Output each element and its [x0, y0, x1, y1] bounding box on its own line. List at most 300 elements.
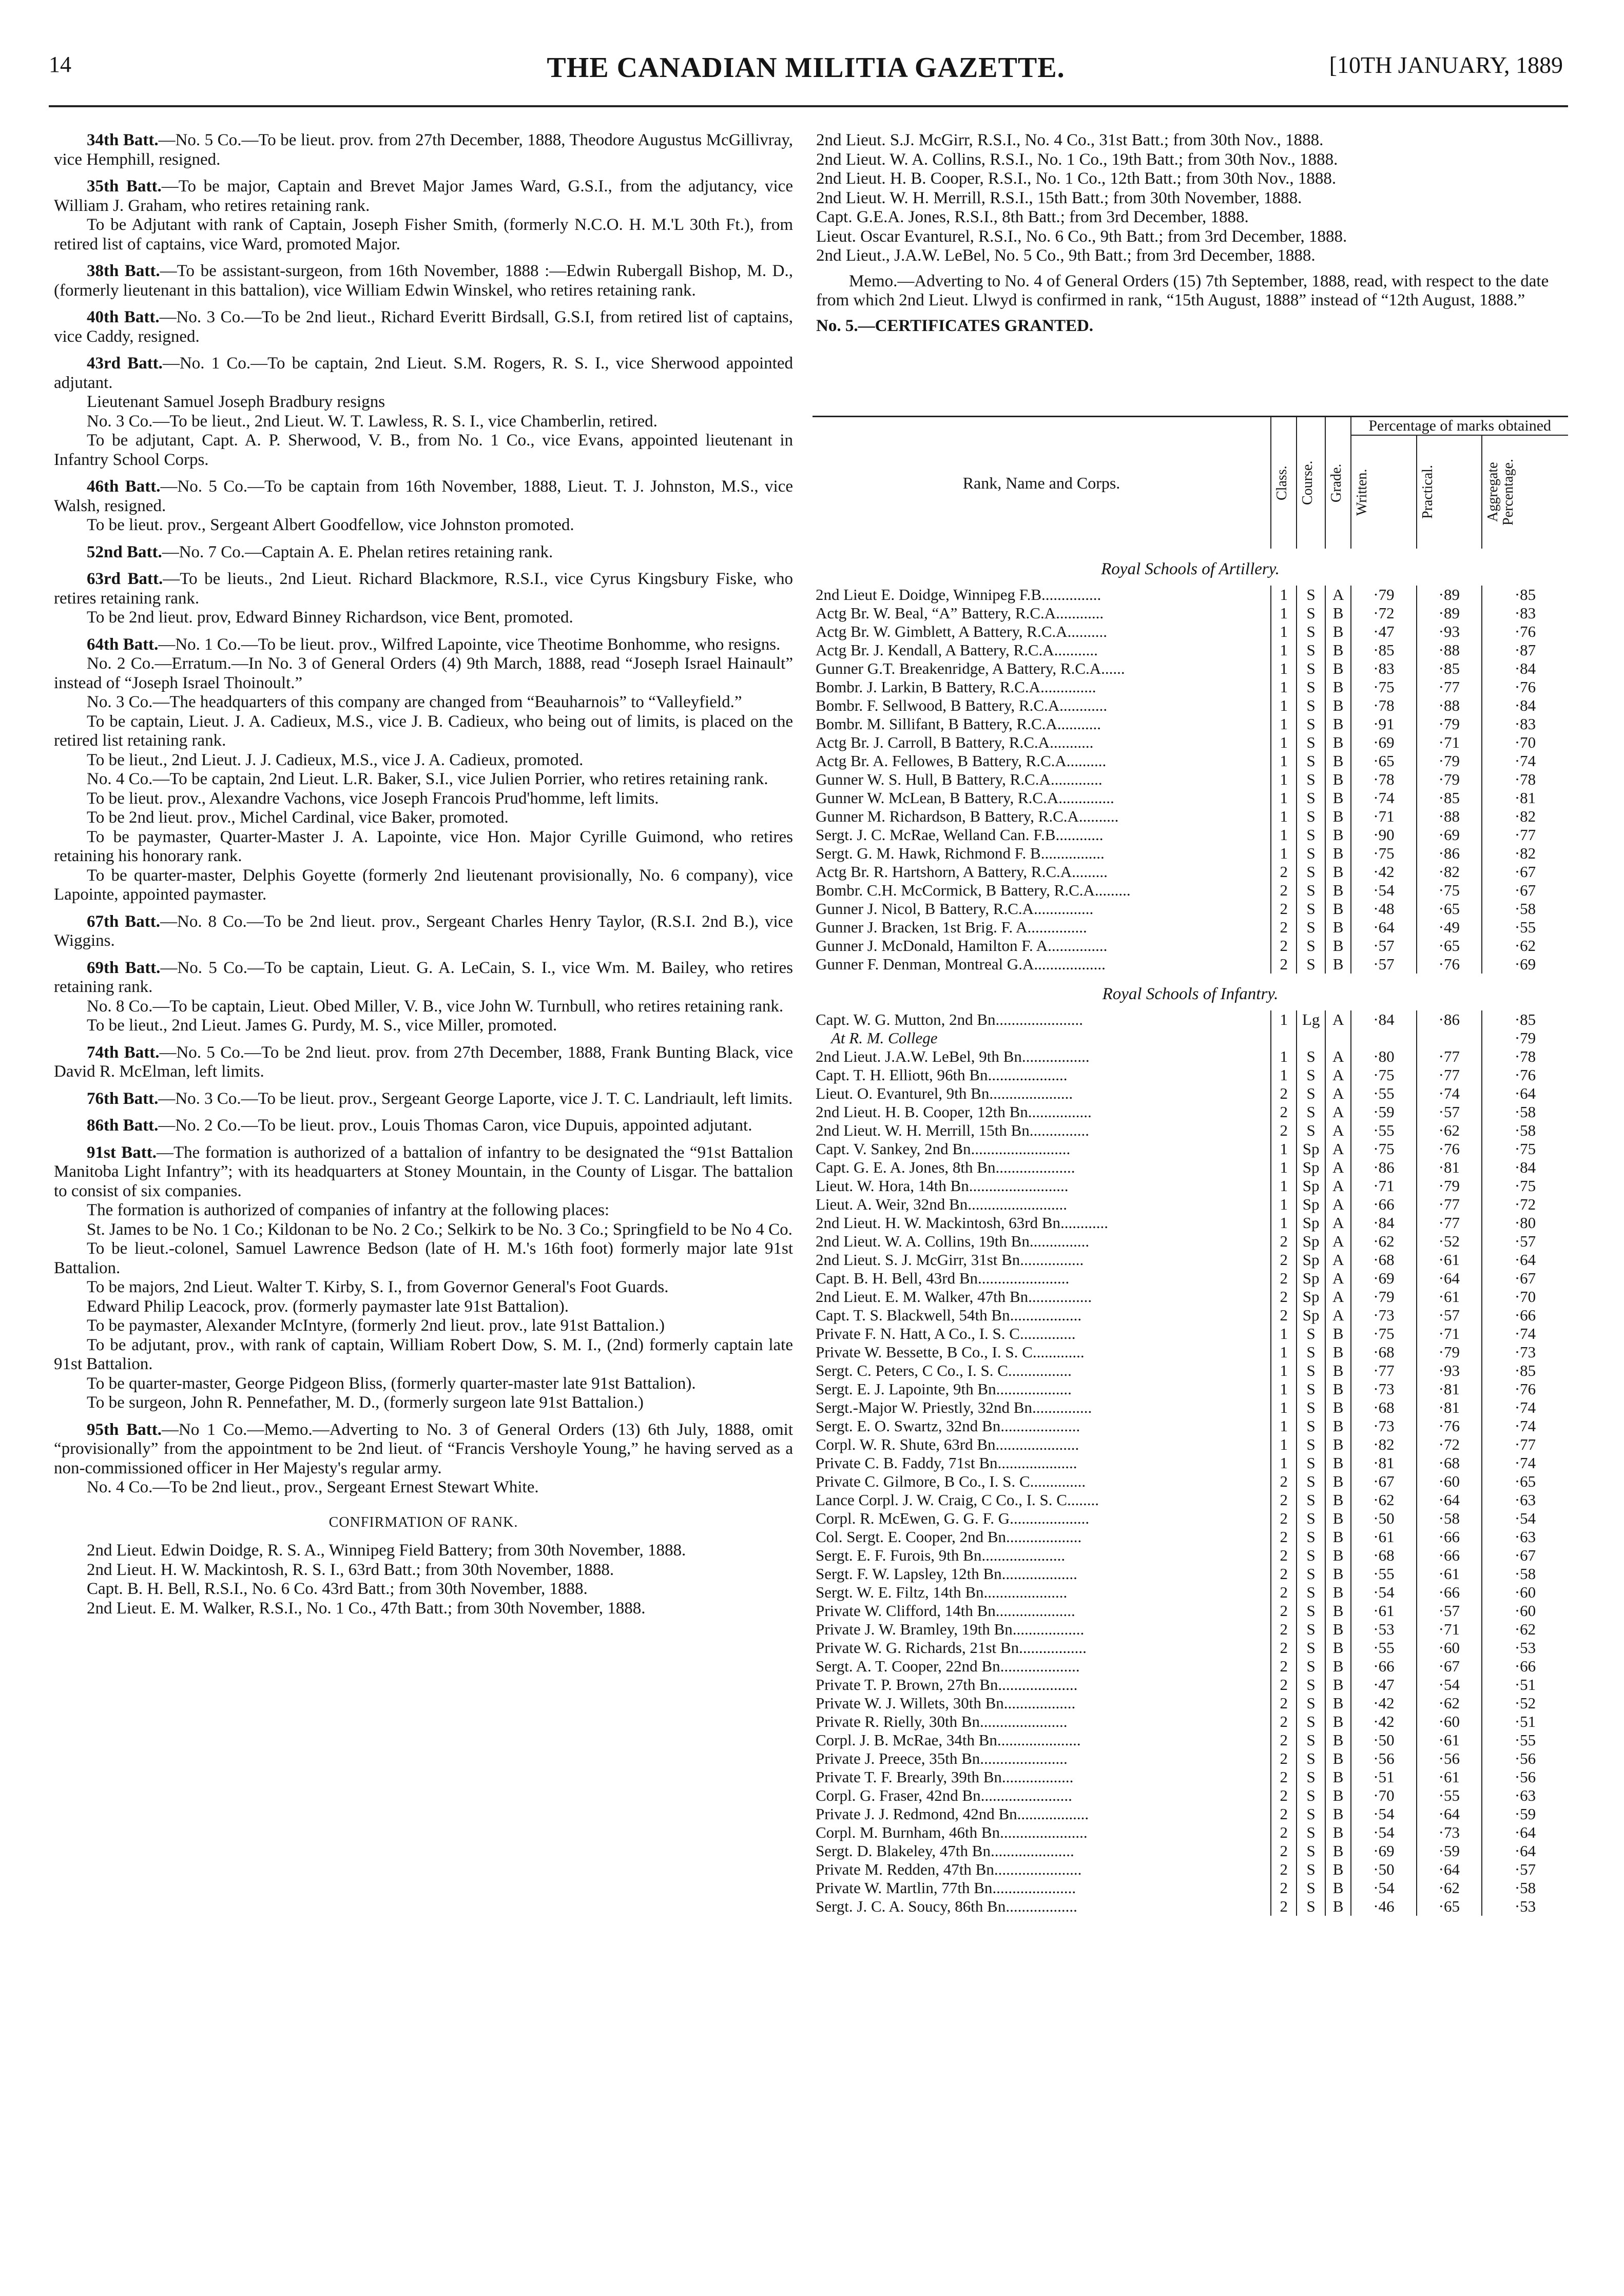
table-row	[813, 937, 1568, 955]
cell-written: ·84	[1351, 1010, 1416, 1029]
cell-name: Sergt. E. O. Swartz, 32nd Bn....................	[816, 1417, 1080, 1435]
cell-grade: A	[1325, 1269, 1351, 1288]
cell-written: ·91	[1351, 715, 1416, 733]
cell-aggregate: ·66	[1482, 1657, 1568, 1676]
cell-course: Sp	[1297, 1195, 1325, 1214]
table-row	[813, 1676, 1568, 1694]
cell-written: ·61	[1351, 1602, 1416, 1620]
cell-practical: ·79	[1417, 1343, 1482, 1361]
entry-text: —No 1 Co.—Memo.—Adverting to No. 3 of General Orders (13) 6th July, 1888, omit “provisionally” from the appointment to be 2nd lieut. of “Francis Vershoyle Young,” he having served as a non-commissioned officer in Her Majesty's regular army.	[54, 1420, 793, 1477]
section-title: Royal Schools of Artillery.	[1101, 560, 1280, 578]
cell-aggregate: ·58	[1482, 1103, 1568, 1121]
cell-class: 1	[1271, 752, 1297, 770]
cell-class: 2	[1271, 1472, 1297, 1491]
cell-course: S	[1297, 1325, 1325, 1343]
cell-written: ·68	[1351, 1343, 1416, 1361]
cell-course: S	[1297, 1694, 1325, 1713]
cell-practical: ·60	[1417, 1639, 1482, 1657]
cell-class: 2	[1271, 1694, 1297, 1713]
battalion-name: 86th Batt.	[87, 1116, 159, 1135]
cell-course: S	[1297, 955, 1325, 974]
cell-name: Private W. G. Richards, 21st Bn.................	[816, 1639, 1087, 1657]
cell-course: S	[1297, 641, 1325, 659]
cell-class: 2	[1271, 863, 1297, 881]
table-row	[813, 678, 1568, 696]
cell-grade: B	[1325, 900, 1351, 918]
battalion-entry	[54, 1116, 793, 1136]
table-row	[813, 1158, 1568, 1177]
cell-grade: B	[1325, 1583, 1351, 1602]
battalion-name: 95th Batt.	[87, 1420, 162, 1439]
cell-written: ·90	[1351, 826, 1416, 844]
cell-practical: ·88	[1417, 641, 1482, 659]
cell-grade	[1325, 1029, 1351, 1047]
issue-date: [10TH JANUARY, 1889	[1329, 52, 1563, 78]
table-row	[813, 1583, 1568, 1602]
cell-class: 1	[1271, 1454, 1297, 1472]
entry-paragraph	[54, 828, 793, 866]
cell-class: 2	[1271, 1121, 1297, 1140]
cell-written: ·82	[1351, 1435, 1416, 1454]
cell-course: S	[1297, 1472, 1325, 1491]
entry-paragraph	[54, 654, 793, 693]
cell-practical: ·54	[1417, 1676, 1482, 1694]
table-row	[813, 1398, 1568, 1417]
entry-paragraph	[54, 693, 793, 712]
cell-written: ·50	[1351, 1860, 1416, 1879]
table-row	[813, 1509, 1568, 1528]
cell-grade: B	[1325, 678, 1351, 696]
cell-course: S	[1297, 1435, 1325, 1454]
table-row	[813, 1879, 1568, 1897]
table-row	[813, 1713, 1568, 1731]
battalion-name: 69th Batt.	[87, 958, 161, 977]
confirmation-line: Lieut. Oscar Evanturel, R.S.I., No. 6 Co., 9th Batt.; from 3rd December, 1888.	[816, 227, 1347, 246]
table-row	[813, 1232, 1568, 1251]
cell-name: Private J. J. Redmond, 42nd Bn..................	[816, 1805, 1089, 1823]
entry-text: —No. 5 Co.—To be lieut. prov. from 27th December, 1888, Theodore Augustus McGillivray, vice Hemphill, resigned.	[54, 131, 793, 169]
cell-aggregate: ·75	[1482, 1140, 1568, 1158]
entry-text: To be lieut., 2nd Lieut. James G. Purdy, M. S., vice Miller, promoted.	[87, 1016, 557, 1035]
cell-class: 1	[1271, 807, 1297, 826]
cell-name: Capt. T. S. Blackwell, 54th Bn..................	[816, 1306, 1082, 1324]
cell-written: ·81	[1351, 1454, 1416, 1472]
cell-class: 2	[1271, 900, 1297, 918]
cell-grade: B	[1325, 1842, 1351, 1860]
entry-paragraph	[54, 477, 793, 516]
cell-practical: ·65	[1417, 1897, 1482, 1916]
table-row	[813, 807, 1568, 826]
cell-aggregate: ·80	[1482, 1214, 1568, 1232]
publication-title: THE CANADIAN MILITIA GAZETTE.	[547, 52, 1065, 84]
cell-name: Gunner J. McDonald, Hamilton F. A...............	[816, 937, 1108, 955]
cell-practical: ·71	[1417, 1325, 1482, 1343]
table-row	[813, 789, 1568, 807]
table-row	[813, 1860, 1568, 1879]
cell-class: 1	[1271, 1435, 1297, 1454]
cell-course: S	[1297, 807, 1325, 826]
col-course: Course.	[1297, 417, 1325, 549]
cell-written: ·75	[1351, 1066, 1416, 1084]
entry-paragraph	[54, 912, 793, 951]
cell-grade: A	[1325, 1158, 1351, 1177]
cell-written: ·59	[1351, 1103, 1416, 1121]
cell-name: 2nd Lieut. W. A. Collins, 19th Bn...............	[816, 1232, 1090, 1250]
cell-name: Corpl. W. R. Shute, 63rd Bn.....................	[816, 1435, 1079, 1453]
battalion-entry	[54, 177, 793, 254]
cell-name: Actg Br. J. Kendall, A Battery, R.C.A...........	[816, 641, 1098, 659]
table-row	[813, 659, 1568, 678]
table-row	[813, 863, 1568, 881]
cell-written: ·55	[1351, 1121, 1416, 1140]
cell-name: Private W. Bessette, B Co., I. S. C.............	[816, 1343, 1085, 1361]
cell-course: S	[1297, 715, 1325, 733]
entry-text: St. James to be No. 1 Co.; Kildonan to be No. 2 Co.; Selkirk to be No. 3 Co.; Springfield to be No 4 Co.	[87, 1220, 792, 1239]
cell-practical: ·71	[1417, 1620, 1482, 1639]
cell-written: ·75	[1351, 1325, 1416, 1343]
battalion-name: 91st Batt.	[87, 1143, 157, 1162]
cell-grade: A	[1325, 1177, 1351, 1195]
cell-course: S	[1297, 586, 1325, 604]
entry-paragraph	[54, 216, 793, 254]
cell-aggregate: ·67	[1482, 863, 1568, 881]
cell-course: S	[1297, 1417, 1325, 1435]
cell-written: ·55	[1351, 1084, 1416, 1103]
cell-name: Capt. T. H. Elliott, 96th Bn....................	[816, 1066, 1068, 1084]
entry-paragraph	[54, 789, 793, 809]
cell-name: Lieut. O. Evanturel, 9th Bn.....................	[816, 1084, 1073, 1102]
cell-name: Lieut. W. Hora, 14th Bn.........................	[816, 1177, 1069, 1195]
entry-text: To be lieut. prov., Sergeant Albert Goodfellow, vice Johnston promoted.	[87, 516, 574, 534]
battalion-name: 40th Batt.	[87, 308, 160, 326]
cell-grade: B	[1325, 1657, 1351, 1676]
cell-name: Bombr. C.H. McCormick, B Battery, R.C.A.........	[816, 881, 1131, 899]
entry-text: No. 2 Co.—Erratum.—In No. 3 of General Orders (4) 9th March, 1888, read “Joseph Israel Hainault” instead of “Joseph Israel Thoinoult.”	[54, 654, 793, 692]
entry-text: To be Adjutant with rank of Captain, Joseph Fisher Smith, (formerly N.C.O. H. M.'L 30th Ft.), from retired list of captains, vice Ward, promoted Major.	[54, 216, 793, 254]
entry-paragraph	[54, 393, 793, 412]
memo-paragraph: Memo.—Adverting to No. 4 of General Orders (15) 7th September, 1888, read, with respect to the date from which 2nd Lieut. Llwyd is confirmed in rank, “15th August, 1888” instead of “12th August, 1888.”	[816, 271, 1549, 309]
table-row	[813, 1066, 1568, 1084]
cell-practical: ·60	[1417, 1713, 1482, 1731]
confirmation-line: 2nd Lieut. H. W. Mackintosh, R. S. I., 63rd Batt.; from 30th November, 1888.	[87, 1560, 614, 1579]
table-row	[813, 1325, 1568, 1343]
cell-name: 2nd Lieut. S. J. McGirr, 31st Bn................	[816, 1251, 1084, 1269]
cell-class: 2	[1271, 1251, 1297, 1269]
cell-written: ·47	[1351, 622, 1416, 641]
cell-name: Corpl. J. B. McRae, 34th Bn.....................	[816, 1731, 1081, 1749]
cell-written	[1351, 1029, 1416, 1047]
cell-grade: B	[1325, 1361, 1351, 1380]
entry-paragraph	[54, 808, 793, 828]
col-class: Class.	[1271, 417, 1297, 549]
cell-course: S	[1297, 770, 1325, 789]
cell-class: 2	[1271, 1084, 1297, 1103]
table-row	[813, 1694, 1568, 1713]
cell-grade: B	[1325, 1768, 1351, 1786]
cell-aggregate: ·85	[1482, 1361, 1568, 1380]
cell-written: ·79	[1351, 586, 1416, 604]
cell-practical: ·61	[1417, 1251, 1482, 1269]
cell-written: ·54	[1351, 1583, 1416, 1602]
table-row	[813, 955, 1568, 974]
cell-name: Sergt. J. C. A. Soucy, 86th Bn..................	[816, 1897, 1077, 1915]
cell-name: Private R. Rielly, 30th Bn......................	[816, 1713, 1068, 1730]
entry-text: To be captain, Lieut. J. A. Cadieux, M.S., vice J. B. Cadieux, who being out of limits, is placed on the retired list retaining rank.	[54, 712, 793, 750]
cell-name: Sergt. W. E. Filtz, 14th Bn.....................	[816, 1583, 1068, 1601]
table-row	[813, 1897, 1568, 1916]
cell-aggregate: ·82	[1482, 807, 1568, 826]
entry-paragraph	[54, 516, 793, 535]
table-row	[813, 1528, 1568, 1546]
cell-course: S	[1297, 1731, 1325, 1749]
cell-grade: B	[1325, 881, 1351, 900]
cell-practical: ·86	[1417, 844, 1482, 863]
cell-class: 2	[1271, 1546, 1297, 1565]
cell-written: ·64	[1351, 918, 1416, 937]
cell-practical: ·61	[1417, 1768, 1482, 1786]
entry-paragraph	[54, 1239, 793, 1278]
cell-practical: ·72	[1417, 1435, 1482, 1454]
cell-grade: B	[1325, 604, 1351, 622]
battalion-name: 63rd Batt.	[87, 570, 163, 588]
table-row	[813, 1417, 1568, 1435]
table-row	[813, 1731, 1568, 1749]
cell-class: 2	[1271, 1509, 1297, 1528]
cell-written: ·83	[1351, 659, 1416, 678]
entry-text: —No. 1 Co.—To be captain, 2nd Lieut. S.M. Rogers, R. S. I., vice Sherwood appointed adjutant.	[54, 354, 793, 392]
cell-name: Gunner M. Richardson, B Battery, R.C.A..........	[816, 807, 1119, 825]
cell-aggregate: ·76	[1482, 1066, 1568, 1084]
cell-grade: B	[1325, 1417, 1351, 1435]
cell-written: ·71	[1351, 1177, 1416, 1195]
cell-practical: ·85	[1417, 659, 1482, 678]
cell-aggregate: ·76	[1482, 622, 1568, 641]
cell-grade: B	[1325, 770, 1351, 789]
table-row	[813, 1657, 1568, 1676]
entry-text: To be quarter-master, Delphis Goyette (formerly 2nd lieutenant provisionally, No. 6 company), vice Lapointe, appointed paymaster.	[54, 866, 793, 904]
entry-text: —To be lieuts., 2nd Lieut. Richard Blackmore, R.S.I., vice Cyrus Kingsbury Fiske, who retires retaining rank.	[54, 570, 793, 608]
cell-name: Sergt. A. T. Cooper, 22nd Bn....................	[816, 1657, 1080, 1675]
cell-aggregate: ·64	[1482, 1084, 1568, 1103]
cell-name: Private T. P. Brown, 27th Bn....................	[816, 1676, 1078, 1694]
entry-paragraph	[54, 1043, 793, 1082]
cell-course: Lg	[1297, 1010, 1325, 1029]
table-row	[813, 1047, 1568, 1066]
cell-course: S	[1297, 1602, 1325, 1620]
cell-aggregate: ·87	[1482, 641, 1568, 659]
table-row	[813, 1140, 1568, 1158]
table-row	[813, 900, 1568, 918]
cell-grade: A	[1325, 1214, 1351, 1232]
cell-written: ·50	[1351, 1509, 1416, 1528]
cell-written: ·78	[1351, 770, 1416, 789]
cell-practical: ·79	[1417, 752, 1482, 770]
cell-grade: A	[1325, 1140, 1351, 1158]
cell-aggregate: ·82	[1482, 844, 1568, 863]
cell-class: 2	[1271, 1288, 1297, 1306]
cell-name: Capt. V. Sankey, 2nd Bn.........................	[816, 1140, 1071, 1158]
cell-practical: ·88	[1417, 696, 1482, 715]
cell-name: Private J. Preece, 35th Bn......................	[816, 1749, 1068, 1767]
cell-aggregate: ·53	[1482, 1639, 1568, 1657]
cell-class: 1	[1271, 1398, 1297, 1417]
entry-text: —No. 5 Co.—To be captain, Lieut. G. A. LeCain, S. I., vice Wm. M. Bailey, who retires retaining rank.	[54, 958, 793, 996]
cell-grade: B	[1325, 622, 1351, 641]
table-row	[813, 1361, 1568, 1380]
cell-written: ·73	[1351, 1380, 1416, 1398]
cell-name: Bombr. M. Sillifant, B Battery, R.C.A...........	[816, 715, 1101, 733]
battalion-entry	[54, 308, 793, 346]
cell-course: S	[1297, 1583, 1325, 1602]
cell-aggregate: ·84	[1482, 696, 1568, 715]
cell-aggregate: ·63	[1482, 1528, 1568, 1546]
cell-name: Bombr. F. Sellwood, B Battery, R.C.A............	[816, 696, 1108, 714]
cell-grade: B	[1325, 1713, 1351, 1731]
cell-class: 2	[1271, 1232, 1297, 1251]
cell-grade: A	[1325, 1288, 1351, 1306]
cell-course: Sp	[1297, 1214, 1325, 1232]
table-row	[813, 1214, 1568, 1232]
cell-practical: ·61	[1417, 1565, 1482, 1583]
cell-class: 1	[1271, 844, 1297, 863]
table-row	[813, 1639, 1568, 1657]
cell-aggregate: ·62	[1482, 937, 1568, 955]
cell-written: ·66	[1351, 1657, 1416, 1676]
cell-practical: ·89	[1417, 604, 1482, 622]
cell-class: 1	[1271, 586, 1297, 604]
entry-text: —No. 3 Co.—To be 2nd lieut., Richard Everitt Birdsall, G.S.I, from retired list of captains, vice Caddy, resigned.	[54, 308, 793, 346]
cell-aggregate: ·51	[1482, 1676, 1568, 1694]
cell-grade: B	[1325, 1343, 1351, 1361]
confirmation-line: 2nd Lieut. W. H. Merrill, R.S.I., 15th Batt.; from 30th November, 1888.	[816, 188, 1302, 207]
entry-paragraph	[54, 959, 793, 997]
cell-class: 1	[1271, 1343, 1297, 1361]
cell-practical: ·49	[1417, 918, 1482, 937]
cell-course: S	[1297, 1509, 1325, 1528]
cell-grade: B	[1325, 1380, 1351, 1398]
cell-practical: ·82	[1417, 863, 1482, 881]
cell-grade: B	[1325, 863, 1351, 881]
cell-name: Sergt. E. J. Lapointe, 9th Bn...................	[816, 1380, 1072, 1398]
cell-course: S	[1297, 826, 1325, 844]
cell-aggregate: ·58	[1482, 900, 1568, 918]
cell-course: S	[1297, 1565, 1325, 1583]
entry-text: To be quarter-master, George Pidgeon Bliss, (formerly quarter-master late 91st Battalion).	[87, 1374, 696, 1393]
cell-name: Actg Br. W. Gimblett, A Battery, R.C.A..........	[816, 622, 1108, 640]
cell-grade: B	[1325, 1565, 1351, 1583]
cell-grade: B	[1325, 844, 1351, 863]
entry-text: —To be assistant-surgeon, from 16th November, 1888 :—Edwin Rubergall Bishop, M. D., (formerly lieutenant in this battalion), vice William Edwin Winskel, who retires retaining rank.	[54, 262, 793, 300]
cell-practical: ·79	[1417, 770, 1482, 789]
cell-aggregate: ·74	[1482, 1454, 1568, 1472]
entry-paragraph	[54, 1478, 793, 1497]
cell-class: 2	[1271, 937, 1297, 955]
col-rank-name-corps: Rank, Name and Corps.	[813, 417, 1271, 549]
cell-course: S	[1297, 789, 1325, 807]
cell-course: Sp	[1297, 1140, 1325, 1158]
entry-text: To be adjutant, prov., with rank of captain, William Robert Dow, S. M. I., (2nd) formerly captain late 91st Battalion.	[54, 1335, 793, 1373]
table-row	[813, 1454, 1568, 1472]
confirmation-line: 2nd Lieut. H. B. Cooper, R.S.I., No. 1 Co., 12th Batt.; from 30th Nov., 1888.	[816, 169, 1337, 188]
cell-class: 1	[1271, 826, 1297, 844]
certificates-heading: No. 5.—CERTIFICATES GRANTED.	[816, 316, 1094, 335]
cell-practical: ·76	[1417, 1140, 1482, 1158]
cell-practical: ·77	[1417, 1066, 1482, 1084]
cell-grade: B	[1325, 1491, 1351, 1509]
cell-practical: ·93	[1417, 622, 1482, 641]
cell-grade: B	[1325, 807, 1351, 826]
cell-course: S	[1297, 1823, 1325, 1842]
cell-practical: ·58	[1417, 1509, 1482, 1528]
right-column	[816, 131, 1565, 336]
cell-practical: ·57	[1417, 1602, 1482, 1620]
cell-written: ·78	[1351, 696, 1416, 715]
cell-written: ·75	[1351, 844, 1416, 863]
cell-course: S	[1297, 1657, 1325, 1676]
confirmation-line: 2nd Lieut. E. M. Walker, R.S.I., No. 1 Co., 47th Batt.; from 30th November, 1888.	[87, 1599, 646, 1618]
table-row	[813, 586, 1568, 604]
battalion-entry	[54, 1143, 793, 1413]
cell-class: 2	[1271, 1657, 1297, 1676]
cell-practical: ·55	[1417, 1786, 1482, 1805]
cell-written: ·71	[1351, 807, 1416, 826]
confirmation-line: Capt. G.E.A. Jones, R.S.I., 8th Batt.; from 3rd December, 1888.	[816, 208, 1249, 226]
cell-course: S	[1297, 1879, 1325, 1897]
table-row	[813, 881, 1568, 900]
cell-written: ·62	[1351, 1232, 1416, 1251]
cell-class: 2	[1271, 881, 1297, 900]
cell-written: ·46	[1351, 1897, 1416, 1916]
battalion-entry	[54, 635, 793, 905]
cell-grade: B	[1325, 1509, 1351, 1528]
cell-written: ·84	[1351, 1214, 1416, 1232]
cell-class: 2	[1271, 1306, 1297, 1325]
entry-paragraph	[54, 1374, 793, 1394]
table-row	[813, 1177, 1568, 1195]
cell-class: 1	[1271, 789, 1297, 807]
cell-practical: ·88	[1417, 807, 1482, 826]
entry-text: —No. 5 Co.—To be 2nd lieut. prov. from 27th December, 1888, Frank Bunting Black, vice David R. McElman, left limits.	[54, 1043, 793, 1081]
cell-name: Capt. B. H. Bell, 43rd Bn.......................	[816, 1269, 1070, 1287]
cell-class: 2	[1271, 955, 1297, 974]
cell-aggregate: ·63	[1482, 1491, 1568, 1509]
entry-paragraph	[54, 1089, 793, 1109]
table-row	[813, 1805, 1568, 1823]
entry-text: —To be major, Captain and Brevet Major James Ward, G.S.I., from the adjutancy, vice William J. Graham, who retires retaining rank.	[54, 177, 793, 215]
cell-name: 2nd Lieut. E. M. Walker, 47th Bn................	[816, 1288, 1092, 1306]
confirmation-line: 2nd Lieut. W. A. Collins, R.S.I., No. 1 Co., 19th Batt.; from 30th Nov., 1888.	[816, 150, 1338, 169]
table-row	[813, 1195, 1568, 1214]
cell-class: 2	[1271, 1731, 1297, 1749]
cell-practical: ·62	[1417, 1694, 1482, 1713]
cell-practical: ·69	[1417, 826, 1482, 844]
cell-aggregate: ·52	[1482, 1694, 1568, 1713]
entry-text: No. 4 Co.—To be captain, 2nd Lieut. L.R. Baker, S.I., vice Julien Porrier, who retires retaining rank.	[87, 770, 768, 788]
battalion-name: 64th Batt.	[87, 635, 159, 654]
entry-text: Lieutenant Samuel Joseph Bradbury resigns	[87, 393, 385, 411]
entry-paragraph	[54, 177, 793, 216]
entry-text: No. 8 Co.—To be captain, Lieut. Obed Miller, V. B., vice John W. Turnbull, who retires retaining rank.	[87, 997, 784, 1016]
cell-class: 2	[1271, 1565, 1297, 1583]
cell-name: Sergt. J. C. McRae, Welland Can. F.B............	[816, 826, 1104, 844]
entry-text: —No. 2 Co.—To be lieut. prov., Louis Thomas Caron, vice Dupuis, appointed adjutant.	[158, 1116, 752, 1135]
cell-aggregate: ·60	[1482, 1602, 1568, 1620]
entry-paragraph	[54, 543, 793, 562]
cell-course: S	[1297, 1491, 1325, 1509]
cell-grade: A	[1325, 1195, 1351, 1214]
cell-written: ·68	[1351, 1398, 1416, 1417]
cell-class: 2	[1271, 1749, 1297, 1768]
